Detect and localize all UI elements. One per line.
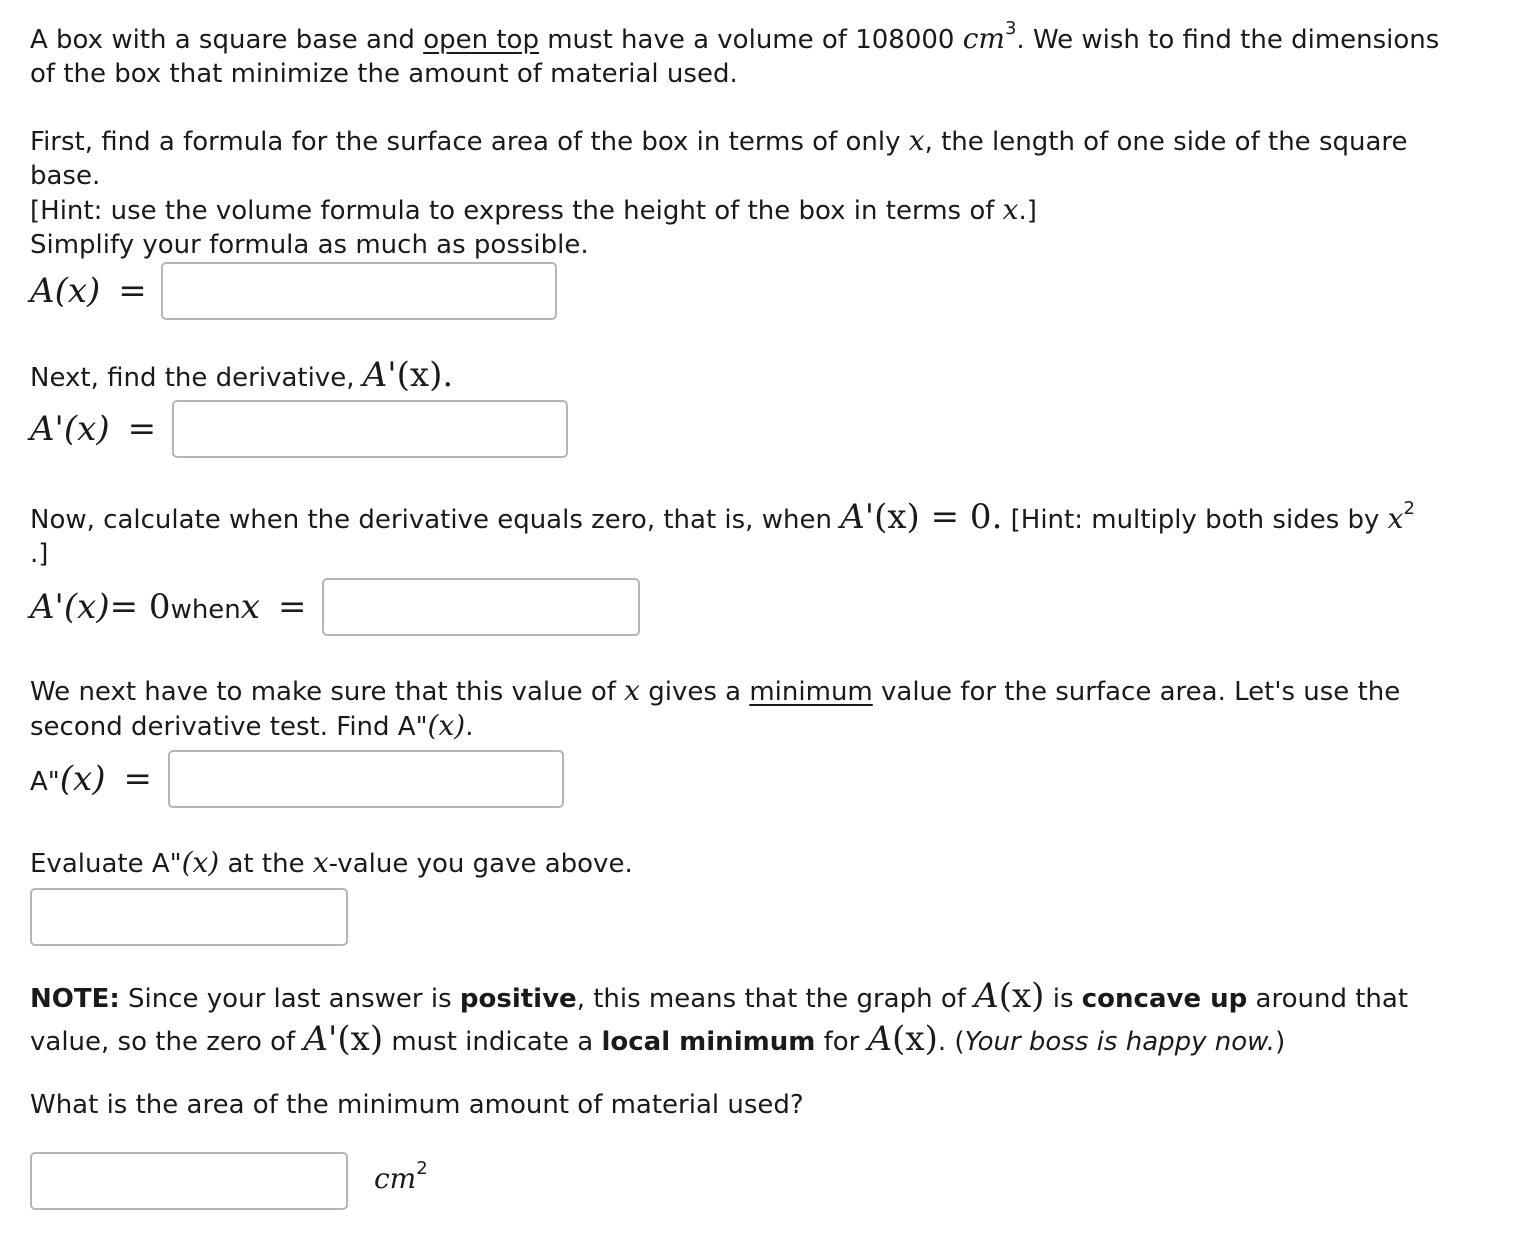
area-unit-exponent: 2 xyxy=(416,1157,428,1179)
part5-answer-row xyxy=(30,888,348,946)
part5-text-a: Evaluate xyxy=(30,849,152,879)
fn-A: A xyxy=(974,976,999,1016)
intro-text-1: A box with a square base and xyxy=(30,25,424,55)
note-text-4: around that value, so the zero of xyxy=(30,984,1409,1057)
note-text-5: must indicate a xyxy=(383,1027,602,1057)
fn-A-prime: A' xyxy=(30,409,64,449)
part2-instructions xyxy=(30,355,1450,395)
concave-up-text: concave up xyxy=(1081,984,1248,1014)
volume-unit-exponent: 3 xyxy=(1004,18,1017,39)
fn-A-prime: A' xyxy=(362,355,397,395)
var-x: x xyxy=(312,846,329,879)
part2-text-b: . xyxy=(442,355,454,395)
part6-question-text: What is the area of the minimum amount of material used? xyxy=(30,1090,804,1120)
var-x: x xyxy=(624,674,640,707)
part4-label xyxy=(30,759,105,799)
equals-sign: = xyxy=(123,759,152,799)
second-derivative-input[interactable] xyxy=(168,750,564,808)
positive-text: positive xyxy=(459,984,577,1014)
fn-A: A xyxy=(867,1019,893,1059)
fn-arg: (x) xyxy=(63,587,110,627)
var-x: x xyxy=(1387,502,1404,535)
note-text-6: for xyxy=(815,1027,868,1057)
equals-sign: = xyxy=(118,271,147,311)
note-label: NOTE: xyxy=(30,984,120,1014)
note-text-7: . ( xyxy=(937,1027,965,1057)
surface-area-formula-input[interactable] xyxy=(161,262,557,320)
part5-instructions xyxy=(30,846,1450,881)
note-text-1: Since your last answer is xyxy=(119,984,460,1014)
part1-text-a: First, find a formula for the surface area of the box in terms of only xyxy=(30,127,909,157)
intro-text-3: . We wish to find the dimensions of the box that minimize the amount of material used. xyxy=(30,25,1440,89)
part3-answer-row xyxy=(30,578,640,636)
part4-text-b: gives a xyxy=(639,677,750,707)
critical-point-input[interactable] xyxy=(322,578,640,636)
part6-answer-row xyxy=(30,1152,428,1210)
part2-label xyxy=(30,409,110,449)
part3-text-b: [Hint: multiply both sides by xyxy=(1002,505,1388,535)
part5-text-c: -value you gave above. xyxy=(328,849,633,879)
minimum-text: minimum xyxy=(749,677,873,707)
area-unit-base: cm xyxy=(374,1161,417,1195)
when-text: when xyxy=(170,595,241,625)
part3-text-c: .] xyxy=(30,539,49,569)
note-text-2: , this means that the graph of xyxy=(576,984,975,1014)
fn-arg: (x) xyxy=(427,709,466,742)
fn-arg: (x) xyxy=(874,497,920,537)
part6-question xyxy=(30,1088,1450,1122)
part1-answer-row xyxy=(30,262,557,320)
fn-arg: (x) xyxy=(63,409,110,449)
part4-text-d: . xyxy=(465,712,474,742)
equals-zero: = 0. xyxy=(919,497,1003,537)
note-text-8: ) xyxy=(1275,1027,1286,1057)
exponent: 2 xyxy=(1403,498,1415,519)
volume-unit: cm xyxy=(962,22,1005,55)
part2-text-a: Next, find the derivative, xyxy=(30,363,363,393)
part1-text-b: , the length of one side of the square base. xyxy=(30,127,1408,191)
part3-text-a: Now, calculate when the derivative equals zero, that is, when xyxy=(30,505,841,535)
equals-sign: = xyxy=(277,587,307,627)
fn-arg: (x) xyxy=(998,976,1045,1016)
fn-arg: (x) xyxy=(396,355,443,395)
fn-arg: (x) xyxy=(892,1019,938,1059)
part1-label xyxy=(30,271,100,311)
fn-A-prime: A' xyxy=(303,1019,338,1059)
fn-A: A xyxy=(30,271,55,311)
part5-text-b: at the xyxy=(219,849,313,879)
part3-label xyxy=(30,587,260,627)
var-x: x xyxy=(1002,193,1019,226)
part2-answer-row xyxy=(30,400,568,458)
equals-sign: = xyxy=(127,409,157,449)
note-paragraph xyxy=(30,976,1410,1062)
fn-arg: (x) xyxy=(54,271,101,311)
fn-A-double-prime: A" xyxy=(397,712,428,742)
area-unit xyxy=(374,1157,428,1195)
part4-text-a: We next have to make sure that this value of xyxy=(30,677,625,707)
var-x: x xyxy=(908,124,925,157)
note-text-3: is xyxy=(1044,984,1082,1014)
fn-A-prime: A' xyxy=(840,497,875,537)
fn-A-prime: A' xyxy=(30,587,64,627)
part4-instructions xyxy=(30,674,1410,744)
part4-text-c: value for the surface area. Let's use the second derivative test. Find xyxy=(30,677,1401,742)
fn-arg: (x) xyxy=(337,1019,384,1059)
part1-simplify: Simplify your formula as much as possible. xyxy=(30,230,589,260)
part4-answer-row xyxy=(30,750,564,808)
part1-hint-a: [Hint: use the volume formula to express the height of the box in terms of xyxy=(30,196,1003,226)
fn-A-double-prime: A" xyxy=(151,849,182,879)
boss-happy-text: Your boss is happy now. xyxy=(964,1027,1276,1057)
var-x: x xyxy=(240,587,260,627)
equals-zero: = 0 xyxy=(109,587,171,627)
intro-paragraph xyxy=(30,18,1450,91)
minimum-area-input[interactable] xyxy=(30,1152,348,1210)
part3-instructions xyxy=(30,497,1430,571)
open-top-text: open top xyxy=(423,25,539,55)
intro-text-2: must have a volume of 108000 xyxy=(538,25,963,55)
local-minimum-text: local minimum xyxy=(601,1027,816,1057)
fn-arg: (x) xyxy=(59,759,106,799)
fn-arg: (x) xyxy=(181,846,220,879)
derivative-input[interactable] xyxy=(172,400,568,458)
part1-instructions xyxy=(30,124,1450,262)
second-derivative-value-input[interactable] xyxy=(30,888,348,946)
part1-hint-b: .] xyxy=(1018,196,1037,226)
fn-A-double-prime: A" xyxy=(30,767,60,797)
